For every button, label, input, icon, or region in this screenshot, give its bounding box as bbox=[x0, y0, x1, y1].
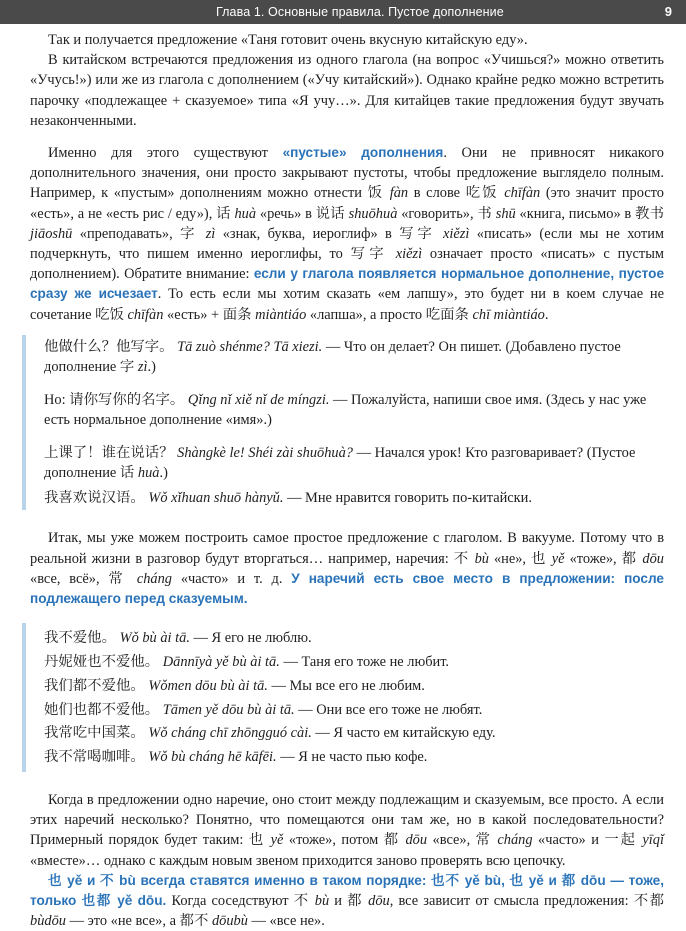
example-sentence: 丹妮娅也不爱他。 Dānnīyà yě bù ài tā. — Таня его тоже не любит. bbox=[44, 653, 450, 670]
example-sentence: 她们也都不爱他。 Tāmen yě dōu bù ài tā. — Они все его тоже не любят. bbox=[44, 701, 483, 718]
example-sentence: 我常吃中国菜。 Wǒ cháng chī zhōngguó cài. — Я часто ем китайскую еду. bbox=[44, 725, 496, 742]
paragraph-3: Именно для этого существуют «пустые» дополнения. Они не привносят никакого дополнительного значения, они просто закрывают пустоты, чтобы предложение выглядело полным. Например, к «пустым» дополнениям можно отнести 饭 fàn в слове 吃饭 chīfàn (это значит просто «есть», а не «есть рис / еду»), 话 huà «речь» в 说话 shuōhuà «говорить», 书 shū «книга, письмо» в 教书 jiāoshū «преподавать», 字 zì «знак, буква, иероглиф» в 写字 xiězì «писать» (если мы не хотим подчеркнуть, что пишем именно иероглифы, то 写字 xiězì означает просто «писать» с пустым дополнением). Обратите внимание: если у глагола появляется нормальное дополнение, пустое сразу же исчезает. То есть если мы хотим сказать «ем лапшу», это будет ни в коем случае не сочетание 吃饭 chīfàn «есть» + 面条 miàntiáo «лапша», а просто 吃面条 chī miàntiáo. bbox=[30, 145, 665, 323]
example-sentence: Но: 请你写你的名字。 Qǐng nǐ xiě nǐ de míngzi. — Пожалуйста, напиши свое имя. (Здесь у нас уже есть нормальное дополнение «имя».) bbox=[44, 391, 647, 429]
highlight-order-rule: 也 yě и 不 bù всегда ставятся именно в таком порядке: 也不 yě bù, 也 yě и 都 dōu — тоже, только 也都 yě dōu. bbox=[30, 872, 664, 908]
example-sentence: 我不爱他。 Wǒ bù ài tā. — Я его не люблю. bbox=[44, 630, 312, 647]
page-header bbox=[0, 0, 686, 24]
highlight-empty-objects: «пустые» дополнения bbox=[282, 145, 444, 161]
paragraph-2: В китайском встречаются предложения из одного глагола (на вопрос «Учишься?» можно ответить «Учусь!») или же из глагола с дополнением («Учу китайский»). Однако крайне редко можно встретить парочку «подлежащее + сказуемое» типа «Я учу…». Для китайцев такие предложения будут звучать незаконченными. bbox=[30, 52, 664, 129]
example-sentence: 我喜欢说汉语。 Wǒ xǐhuan shuō hànyǔ. — Мне нравится говорить по-китайски. bbox=[44, 489, 532, 506]
highlight-adverb-position: У наречий есть свое место в предложении: после подлежащего перед сказуемым. bbox=[30, 570, 664, 606]
chapter-title: Глава 1. Основные правила. Пустое дополнение bbox=[216, 5, 504, 19]
paragraph-4: Итак, мы уже можем построить самое простое предложение с глаголом. В вакууме. Потому что в реальной жизни в разговор будут вторгаться… например, наречия: 不 bù «не», 也 yě «тоже», 都 dōu «все, всё», 常 cháng «часто» и т. д. У наречий есть свое место в предложении: после подлежащего перед сказуемым. bbox=[30, 530, 664, 606]
example-sentence: 我不常喝咖啡。 Wǒ bù cháng hē kāfēi. — Я не часто пью кофе. bbox=[44, 749, 428, 766]
example-sentence: 他做什么？他写字。 Tā zuò shénme? Tā xiezi. — Что он делает? Он пишет. (Добавлено пустое дополнение 字 zì.) bbox=[44, 338, 621, 376]
example-sentence: 上课了！谁在说话？ Shàngkè le! Shéi zài shuōhuà? — Начался урок! Кто разговаривает? (Пустое дополнение 话 huà.) bbox=[44, 444, 636, 482]
example-box-2 bbox=[22, 623, 660, 772]
page-number: 9 bbox=[664, 4, 672, 19]
example-sentence: 我们都不爱他。 Wǒmen dōu bù ài tā. — Мы все его не любим. bbox=[44, 677, 425, 694]
paragraph-6: 也 yě и 不 bù всегда ставятся именно в таком порядке: 也不 yě bù, 也 yě и 都 dōu — тоже, только 也都 yě dōu. Когда соседствуют 不 bù и 都 dōu, все зависит от смысла предложения: 不都 bùdōu — это «не все», а 都不 dōubù — «все не». bbox=[30, 872, 665, 930]
page-content bbox=[30, 30, 664, 931]
paragraph-5: Когда в предложении одно наречие, оно стоит между подлежащим и сказуемым, все просто. А если этих наречий несколько? Понятно, что помещаются они там же, но в какой последовательности? Примерный порядок будет таким: 也 yě «тоже», потом 都 dōu «все», 常 cháng «часто» и 一起 yīqǐ «вместе»… однако с каждым новым звеном приходится заново проверять всю цепочку. bbox=[30, 791, 664, 869]
example-box-1 bbox=[22, 335, 660, 511]
highlight-rule: если у глагола появляется нормальное дополнение, пустое сразу же исчезает bbox=[30, 266, 665, 302]
paragraph-1: Так и получается предложение «Таня готовит очень вкусную китайскую еду». bbox=[48, 32, 528, 48]
